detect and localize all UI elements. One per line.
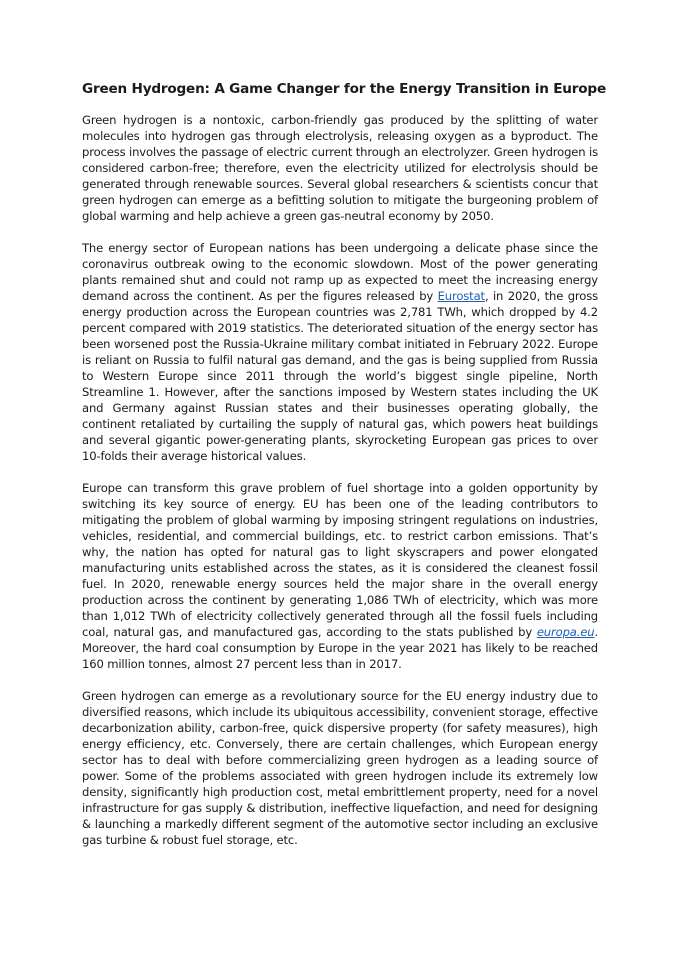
paragraph-text: Green hydrogen is a nontoxic, carbon-friendly gas produced by the splitting of water molecules into hydrogen gas through electrolysis, releasing oxygen as a byproduct. The process involves the passage of electric current through an electrolyzer. Green hydrogen is considered carbon-free; therefore, even the electricity utilized for electrolysis should be generated through renewable sources. Several global researchers & scientists concur that green hydrogen can emerge as a befitting solution to mitigate the burgeoning problem of global warming and help achieve a green gas-neutral economy by 2050. [82, 113, 598, 223]
paragraph-challenges [82, 688, 598, 848]
eurostat-link[interactable]: Eurostat [437, 289, 485, 303]
europa-eu-link[interactable]: europa.eu [536, 625, 595, 639]
document-page [82, 80, 606, 864]
paragraph-text-before-link: The energy sector of European nations has been undergoing a delicate phase since the coronavirus outbreak owing to the economic slowdown. Most of the power generating plants remained shut and could not ramp up as expected to meet the increasing energy demand across the continent. As per the figures released by [82, 241, 598, 303]
paragraph-intro [82, 112, 598, 224]
paragraph-text-after-link: , in 2020, the gross energy production across the European countries was 2,781 TWh, which dropped by 4.2 percent compared with 2019 statistics. The deteriorated situation of the energy sector has been worsened post the Russia-Ukraine military combat initiated in February 2022. Europe is reliant on Russia to fulfil natural gas demand, and the gas is being supplied from Russia to Western Europe since 2011 through the world’s biggest single pipeline, North Streamline 1. However, after the sanctions imposed by Western states including the UK and Germany against Russian states and their businesses operating globally, the continent retaliated by curtailing the supply of natural gas, which powers heat buildings and several gigantic power-generating plants, skyrocketing European gas prices to over 10-folds their average historical values. [82, 289, 598, 463]
document-title: Green Hydrogen: A Game Changer for the Energy Transition in Europe [82, 81, 606, 97]
paragraph-text-after-link: . Moreover, the hard coal consumption by Europe in the year 2021 has likely to be reached 160 million tonnes, almost 27 percent less than in 2017. [82, 625, 598, 671]
paragraph-energy-sector [82, 240, 598, 464]
paragraph-text: Green hydrogen can emerge as a revolutionary source for the EU energy industry due to diversified reasons, which include its ubiquitous accessibility, convenient storage, effective decarbonization ability, carbon-free, quick dispersive property (for safety measures), high energy efficiency, etc. Conversely, there are certain challenges, which European energy sector has to deal with before commercializing green hydrogen as a leading source of power. Some of the problems associated with green hydrogen include its extremely low density, significantly high production cost, metal embrittlement property, need for a novel infrastructure for gas supply & distribution, ineffective liquefaction, and need for designing & launching a markedly different segment of the automotive sector including an exclusive gas turbine & robust fuel storage, etc. [82, 689, 598, 847]
paragraph-opportunity [82, 480, 598, 672]
paragraph-text-before-link: Europe can transform this grave problem of fuel shortage into a golden opportunity by switching its key source of energy. EU has been one of the leading contributors to mitigating the problem of global warming by imposing stringent regulations on industries, vehicles, residential, and commercial buildings, etc. to restrict carbon emissions. That’s why, the nation has opted for natural gas to light skyscrapers and power elongated manufacturing units established across the states, as it is considered the cleanest fossil fuel. In 2020, renewable energy sources held the major share in the overall energy production across the continent by generating 1,086 TWh of electricity, which was more than 1,012 TWh of electricity collectively generated through all the fossil fuels including coal, natural gas, and manufactured gas, according to the stats published by [82, 481, 598, 639]
